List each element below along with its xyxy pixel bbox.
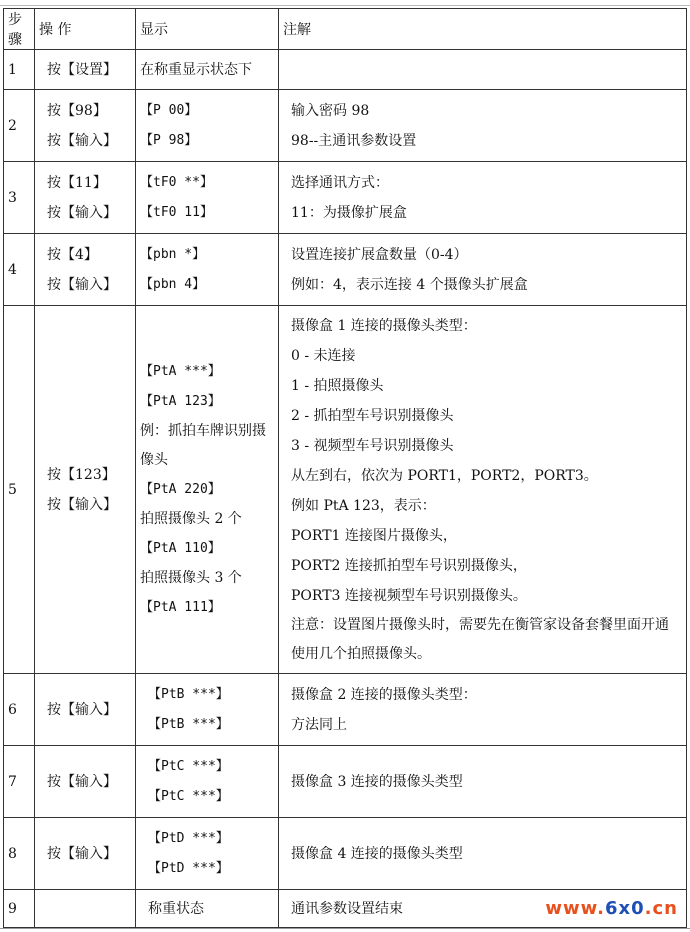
note-line: 摄像盒 4 连接的摄像头类型 [291,845,463,862]
note-line: 注意：设置图片摄像头时，需要先在衡管家设备套餐里面开通使用几个拍照摄像头。 [291,616,669,662]
display-line: 【PtB ***】 [148,686,229,702]
header-action: 操 作 [35,9,136,50]
display-line: 【PtB ***】 [148,716,229,732]
note-cell [279,234,687,306]
action-line: 按【输入】 [47,132,117,149]
step-cell [4,162,35,234]
note-line: 0 - 未连接 [291,347,356,364]
action-line: 按【设置】 [47,61,117,78]
table-row [4,818,687,890]
action-line: 按【输入】 [47,845,117,862]
step-number: 5 [8,481,17,498]
display-line: 称重状态 [148,900,204,917]
note-cell [279,90,687,162]
note-cell [279,674,687,746]
action-cell [35,674,136,746]
note-cell [279,818,687,890]
note-line: 摄像盒 2 连接的摄像头类型： [291,686,477,703]
action-line: 按【4】 [47,246,98,263]
display-line: 【PtC ***】 [148,788,229,804]
watermark-suffix: .cn [644,898,678,919]
note-cell [279,50,687,90]
step-cell [4,818,35,890]
header-row [4,9,687,50]
step-cell [4,746,35,818]
step-cell [4,90,35,162]
table-row [4,674,687,746]
display-line: 在称重显示状态下 [140,61,252,78]
table-row [4,90,687,162]
table-row [4,162,687,234]
step-number: 9 [8,900,17,917]
note-line: 选择通讯方式： [291,174,389,191]
note-line: 例如 PtA 123，表示： [291,497,436,514]
note-line: PORT3 连接视频型车号识别摄像头。 [291,587,527,604]
display-line: 【pbn 4】 [140,276,206,292]
display-line: 【PtA 110】 [140,540,221,556]
step-cell [4,890,35,928]
header-step: 步骤 [4,9,35,50]
watermark-num: 6x0 [605,898,645,919]
action-cell [35,306,136,674]
table-row [4,50,687,90]
action-line: 按【输入】 [47,773,117,790]
display-line: 【pbn *】 [140,246,206,262]
note-line: 2 - 抓拍型车号识别摄像头 [291,407,454,424]
note-line: 输入密码 98 [291,102,370,119]
display-line: 【PtA 123】 [140,393,221,409]
action-line: 按【98】 [47,102,107,119]
site-watermark [545,898,678,919]
display-cell [136,90,279,162]
action-cell [35,818,136,890]
note-line: 设置连接扩展盒数量（0-4） [291,246,468,263]
display-cell [136,890,279,928]
display-cell [136,234,279,306]
note-line: 通讯参数设置结束 [291,900,403,917]
step-cell [4,50,35,90]
note-line: 从左到右，依次为 PORT1，PORT2，PORT3。 [291,467,598,484]
note-line: 例如：4，表示连接 4 个摄像头扩展盒 [291,276,528,293]
note-cell [279,306,687,674]
step-number: 1 [8,61,17,78]
action-cell [35,890,136,928]
action-line: 按【123】 [47,466,116,483]
note-cell [279,746,687,818]
header-display: 显示 [136,9,279,50]
bottom-rule [0,928,690,929]
step-cell [4,674,35,746]
action-line: 按【输入】 [47,204,117,221]
step-number: 3 [8,189,17,206]
step-number: 2 [8,117,17,134]
display-cell [136,674,279,746]
note-line: PORT2 连接抓拍型车号识别摄像头， [291,557,527,574]
step-cell [4,234,35,306]
note-line: 1 - 拍照摄像头 [291,377,384,394]
action-cell [35,50,136,90]
top-rule [0,5,690,6]
display-line: 【PtD ***】 [148,860,229,876]
display-line: 【P 00】 [140,102,198,118]
table-row [4,234,687,306]
action-line: 按【输入】 [47,496,117,513]
step-cell [4,306,35,674]
action-line: 按【输入】 [47,276,117,293]
display-line: 【tF0 11】 [140,204,213,220]
display-cell [136,162,279,234]
note-line: 98--主通讯参数设置 [291,132,417,149]
display-line: 【PtC ***】 [148,758,229,774]
display-cell [136,746,279,818]
watermark-prefix: www. [545,898,605,919]
step-number: 6 [8,701,17,718]
action-cell [35,746,136,818]
header-note: 注解 [279,9,687,50]
note-line: 摄像盒 3 连接的摄像头类型 [291,773,463,790]
action-cell [35,90,136,162]
display-line: 【PtA 220】 [140,481,221,497]
step-number: 8 [8,845,17,862]
action-cell [35,234,136,306]
display-line: 例：抓拍车牌识别摄像头 [140,422,266,468]
table-row [4,306,687,674]
action-cell [35,162,136,234]
display-line: 拍照摄像头 3 个 [140,569,242,586]
note-line: 11：为摄像扩展盒 [291,204,407,221]
display-line: 拍照摄像头 2 个 [140,510,242,527]
table-row [4,746,687,818]
note-cell [279,162,687,234]
display-cell [136,50,279,90]
display-line: 【PtA ***】 [140,363,221,379]
note-line: 摄像盒 1 连接的摄像头类型： [291,317,477,334]
action-line: 按【11】 [47,174,107,191]
display-line: 【PtD ***】 [148,830,229,846]
display-cell [136,818,279,890]
display-line: 【tF0 **】 [140,174,213,190]
display-cell [136,306,279,674]
step-number: 4 [8,261,17,278]
display-line: 【PtA 111】 [140,599,221,615]
step-number: 7 [8,773,17,790]
note-line: PORT1 连接图片摄像头， [291,527,457,544]
note-line: 方法同上 [291,716,347,733]
note-line: 3 - 视频型车号识别摄像头 [291,437,454,454]
action-line: 按【输入】 [47,701,117,718]
procedure-table [3,8,687,928]
display-line: 【P 98】 [140,132,198,148]
